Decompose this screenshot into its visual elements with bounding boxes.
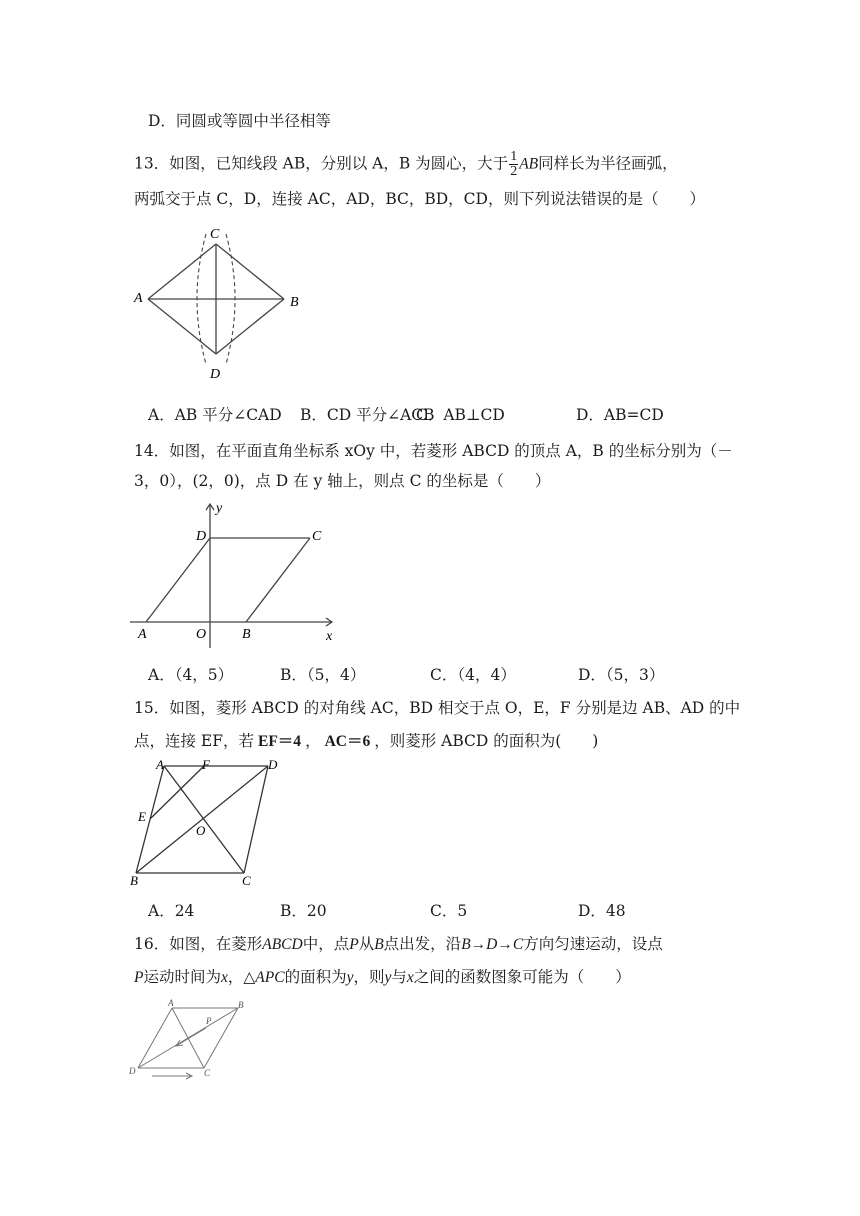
q14-label-b: B xyxy=(242,627,251,642)
q14-label-o: O xyxy=(196,627,207,642)
q14-option-d: D．（5，3） xyxy=(578,666,665,684)
q15-eq-ef: EF＝4 xyxy=(258,733,302,750)
q16-text-2: 中，点 xyxy=(302,935,350,953)
q16-var-p2: P xyxy=(134,969,144,986)
q16-var-x: x xyxy=(220,969,228,986)
q14-label-y: y xyxy=(216,501,223,516)
q12-option-d: D．同圆或等圆中半径相等 xyxy=(148,112,331,130)
q16-text-8: 的面积为 xyxy=(284,968,347,986)
q16-label-c: C xyxy=(204,1068,211,1078)
q16-var-y2: y xyxy=(384,969,392,986)
q13-option-b: B．CD 平分∠ACB xyxy=(300,406,435,424)
q13-label-d: D xyxy=(210,367,221,382)
q16-text-4: 点出发，沿 xyxy=(383,935,462,953)
q14-label-x: x xyxy=(326,629,333,644)
q16-var-path: B→D→C xyxy=(461,936,524,953)
q16-var-p: P xyxy=(349,936,359,953)
q15-line2 xyxy=(134,730,598,753)
q15-option-a: A．24 xyxy=(148,902,195,920)
q15-eq-ac: AC＝6 xyxy=(324,733,371,750)
q13-text-pre: 13．如图，已知线段 AB，分别以 A，B 为圆心，大于 xyxy=(134,154,509,173)
q16-var-apc: APC xyxy=(255,969,285,986)
q16-var-y: y xyxy=(346,969,354,986)
q16-text-11: 之间的函数图象可能为（ ） xyxy=(413,968,631,986)
q16-text-3: 从 xyxy=(358,935,375,953)
q13-option-c: C．AB⊥CD xyxy=(416,406,505,424)
q16-var-b: B xyxy=(374,936,384,953)
q15-label-c: C xyxy=(242,873,251,887)
q15-label-f: F xyxy=(202,757,210,772)
q14-option-c: C．（4，4） xyxy=(430,666,516,684)
q13-frac-var: AB xyxy=(519,155,539,173)
q16-text-10: 与 xyxy=(391,968,407,986)
q15-label-a: A xyxy=(156,757,164,772)
q15-text-pre: 点，连接 EF，若 xyxy=(134,732,254,750)
q15-option-c: C．5 xyxy=(430,902,468,920)
q14-option-b: B．（5，4） xyxy=(280,666,366,684)
q15-option-d: D．48 xyxy=(578,902,626,920)
q13-option-d: D．AB=CD xyxy=(576,406,664,424)
q16-figure xyxy=(128,998,258,1080)
q13-option-a: A．AB 平分∠CAD xyxy=(148,406,282,424)
q13-frac-den: 2 xyxy=(510,164,518,179)
q16-label-b: B xyxy=(238,1000,244,1010)
q13-label-b: B xyxy=(290,295,299,310)
q13-line1 xyxy=(134,150,678,179)
q14-label-d: D xyxy=(196,529,207,544)
q16-label-p: P xyxy=(206,1016,212,1026)
q14-label-c: C xyxy=(312,529,322,544)
q13-label-a: A xyxy=(134,291,143,306)
q16-text-5: 方向匀速运动，设点 xyxy=(523,935,663,953)
q15-label-o: O xyxy=(196,823,206,838)
q14-line1: 14．如图，在平面直角坐标系 xOy 中，若菱形 ABCD 的顶点 A，B 的坐标分别为（－ xyxy=(134,442,733,460)
q16-text-6: 运动时间为 xyxy=(143,968,221,986)
q16-text-9: ，则 xyxy=(353,968,385,986)
q16-var-abcd: ABCD xyxy=(262,936,303,953)
q16-var-x2: x xyxy=(406,969,414,986)
q16-label-d: D xyxy=(129,1066,136,1076)
q13-figure xyxy=(132,222,312,382)
q14-figure xyxy=(128,500,338,650)
q16-text-7: ，△ xyxy=(227,968,256,986)
q16-line1 xyxy=(134,933,663,956)
q16-line2 xyxy=(134,966,631,989)
q13-label-c: C xyxy=(210,227,220,242)
q15-label-b: B xyxy=(130,873,138,887)
q14-option-a: A．（4，5） xyxy=(148,666,234,684)
q13-text-post: 同样长为半径画弧， xyxy=(538,154,678,173)
q16-label-a: A xyxy=(168,998,174,1008)
q15-separator: ， xyxy=(305,732,321,750)
q13-line2: 两弧交于点 C，D，连接 AC，AD，BC，BD，CD，则下列说法错误的是（ ） xyxy=(134,190,705,208)
q15-line1: 15．如图，菱形 ABCD 的对角线 AC，BD 相交于点 O，E，F 分别是边 AB、AD 的中 xyxy=(134,699,741,717)
q15-option-b: B．20 xyxy=(280,902,327,920)
q15-text-post: ，则菱形 ABCD 的面积为( ) xyxy=(374,732,599,750)
q15-label-e: E xyxy=(138,809,146,824)
q15-figure xyxy=(128,757,288,887)
q16-text-1: 16．如图，在菱形 xyxy=(134,935,263,953)
q15-label-d: D xyxy=(268,757,278,772)
q14-label-a: A xyxy=(138,627,147,642)
q13-fraction xyxy=(509,150,518,179)
q14-line2: 3，0），(2，0)，点 D 在 y 轴上，则点 C 的坐标是（ ） xyxy=(134,472,551,490)
q13-frac-num: 1 xyxy=(510,149,518,164)
